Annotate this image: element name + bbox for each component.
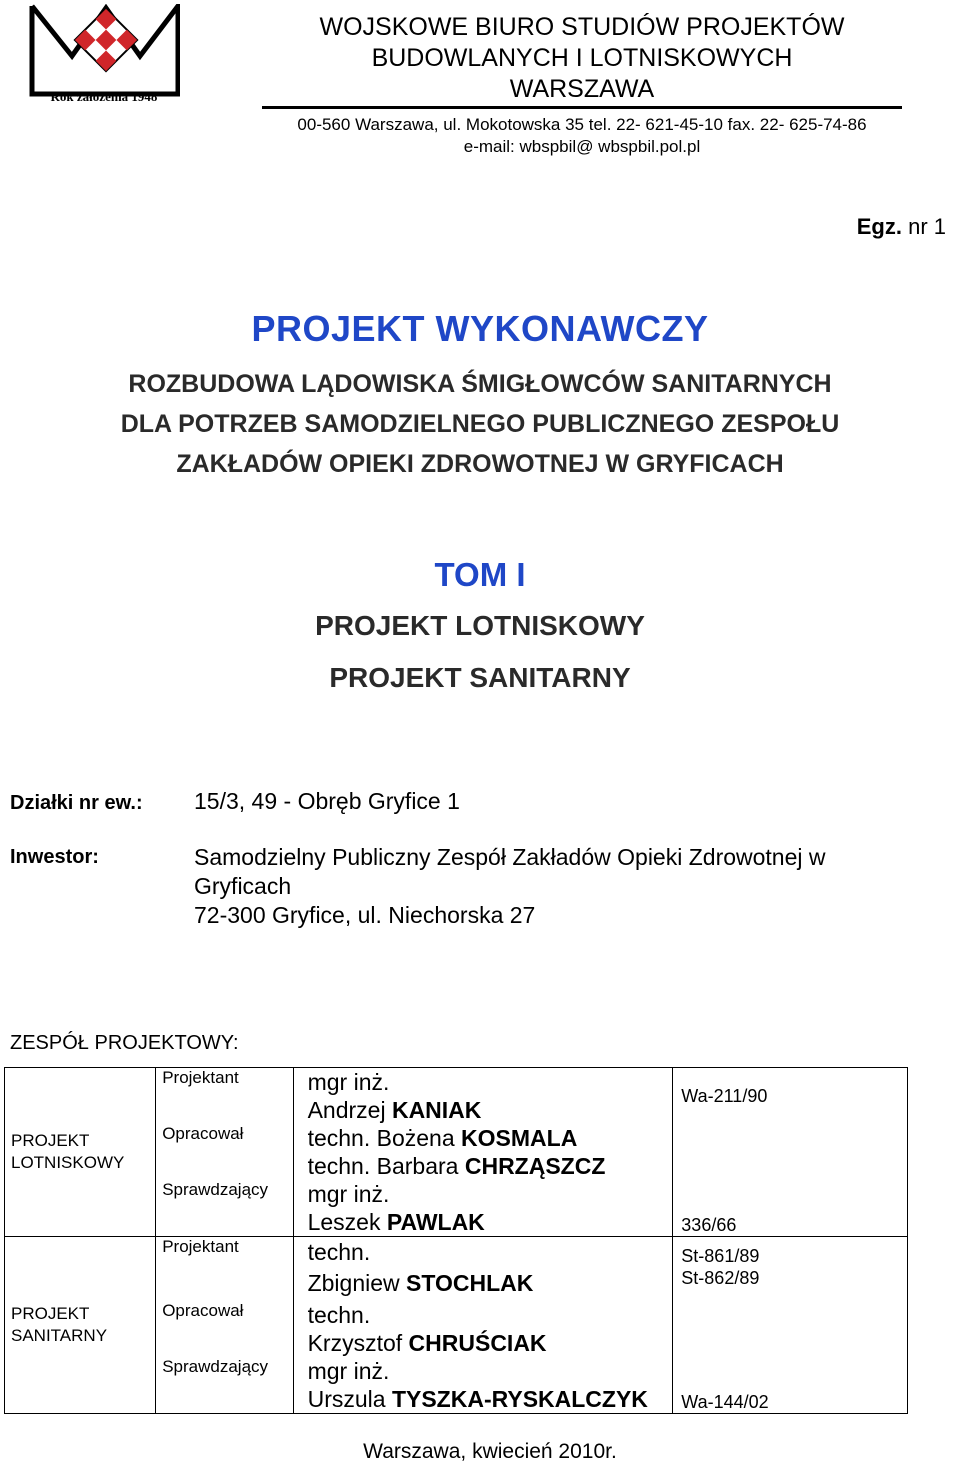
person-title: techn. — [307, 1153, 371, 1179]
licence-number: Wa-211/90 — [681, 1086, 768, 1106]
person-last-name: PAWLAK — [386, 1209, 485, 1235]
person-first-name: Zbigniew — [307, 1270, 400, 1296]
person-last-name: TYSZKA-RYSKALCZYK — [391, 1386, 648, 1412]
place-date: Warszawa, kwiecień 2010r. — [363, 1440, 617, 1463]
header-rule — [262, 106, 902, 109]
copy-number — [857, 214, 946, 240]
person-last-name: STOCHLAK — [406, 1270, 534, 1296]
person — [294, 1180, 673, 1236]
role-label: Projektant — [162, 1237, 239, 1256]
person-title: techn. — [307, 1302, 371, 1328]
person-last-name: KOSMALA — [461, 1125, 578, 1151]
plots-label: Działki nr ew.: — [10, 792, 143, 814]
team-title: ZESPÓŁ PROJEKTOWY: — [10, 1032, 239, 1054]
person-title: mgr inż. — [307, 1181, 390, 1207]
person-first-name: Krzysztof — [307, 1330, 403, 1356]
section-label — [5, 1237, 156, 1414]
person — [294, 1237, 673, 1301]
logo-caption: Rok założenia 1948 — [50, 89, 158, 104]
roles-cell — [156, 1068, 293, 1237]
section-label-line: SANITARNY — [11, 1326, 108, 1345]
persons-cell — [293, 1237, 673, 1414]
role-label: Projektant — [162, 1068, 239, 1087]
person — [294, 1357, 673, 1413]
team-table — [4, 1067, 908, 1414]
licence-number — [673, 1124, 907, 1180]
plots-value: 15/3, 49 - Obręb Gryfice 1 — [194, 788, 460, 814]
person-title: techn. — [307, 1125, 371, 1151]
licences-cell — [673, 1237, 908, 1414]
volume-part: PROJEKT SANITARNY — [329, 662, 631, 693]
persons-cell — [293, 1068, 673, 1237]
investor-line: Gryficach — [194, 873, 292, 899]
person-last-name: KANIAK — [391, 1097, 482, 1123]
subtitle-line: DLA POTRZEB SAMODZIELNEGO PUBLICZNEGO ZESPOŁU — [120, 410, 840, 438]
person-title: mgr inż. — [307, 1358, 390, 1384]
person — [294, 1301, 673, 1357]
licence-number: Wa-144/02 — [681, 1392, 769, 1412]
person-last-name: CHRZĄSZCZ — [464, 1153, 606, 1179]
document-title: PROJEKT WYKONAWCZY — [251, 308, 709, 349]
company-email: e-mail: wbspbil@ wbspbil.pol.pl — [463, 137, 701, 156]
volume-title: TOM I — [434, 556, 526, 593]
company-name-line: BUDOWLANYCH I LOTNISKOWYCH — [371, 44, 793, 72]
person — [294, 1124, 673, 1180]
role-label: Opracował — [162, 1124, 244, 1143]
person — [294, 1068, 673, 1124]
subtitle-line: ROZBUDOWA LĄDOWISKA ŚMIGŁOWCÓW SANITARNYCH — [128, 370, 832, 398]
person-first-name: Barbara — [376, 1153, 459, 1179]
person-last-name: CHRUŚCIAK — [408, 1330, 547, 1356]
licence-line: St-861/89 — [681, 1246, 760, 1266]
section-label — [5, 1068, 156, 1237]
investor-line: 72-300 Gryfice, ul. Niechorska 27 — [194, 902, 536, 928]
licence-number: 336/66 — [681, 1215, 737, 1235]
section-label-line: PROJEKT — [11, 1304, 90, 1323]
copy-label: Egz. — [856, 214, 902, 239]
volume-part: PROJEKT LOTNISKOWY — [315, 610, 645, 641]
subtitle-line: ZAKŁADÓW OPIEKI ZDROWOTNEJ W GRYFICACH — [176, 450, 784, 478]
copy-value: nr 1 — [908, 214, 946, 239]
person-title: techn. — [307, 1239, 371, 1265]
company-logo — [28, 4, 180, 104]
licence-number — [673, 1237, 907, 1301]
person-first-name: Andrzej — [307, 1097, 386, 1123]
person-first-name: Bożena — [376, 1125, 455, 1151]
company-address: 00-560 Warszawa, ul. Mokotowska 35 tel. 22- 621-45-10 fax. 22- 625-74-86 — [297, 115, 867, 134]
section-label-line: LOTNISKOWY — [11, 1153, 125, 1172]
section-label-line: PROJEKT — [11, 1131, 90, 1150]
role-label: Opracował — [162, 1301, 244, 1320]
company-contact — [262, 114, 902, 158]
person-first-name: Urszula — [307, 1386, 386, 1412]
company-name-line: WARSZAWA — [509, 75, 655, 103]
volume-parts — [0, 600, 960, 704]
licence-number — [673, 1301, 907, 1357]
role-label: Sprawdzający — [162, 1180, 269, 1199]
investor-value — [194, 843, 826, 930]
investor-line: Samodzielny Publiczny Zespół Zakładów Opieki Zdrowotnej w — [194, 844, 826, 870]
roles-cell — [156, 1237, 293, 1414]
licence-line: St-862/89 — [681, 1268, 760, 1288]
company-name-line: WOJSKOWE BIURO STUDIÓW PROJEKTÓW — [319, 13, 845, 41]
company-name — [262, 12, 902, 105]
licences-cell — [673, 1068, 908, 1237]
role-label: Sprawdzający — [162, 1357, 269, 1376]
person-title: mgr inż. — [307, 1069, 390, 1095]
investor-label: Inwestor: — [10, 846, 99, 868]
person-first-name: Leszek — [307, 1209, 381, 1235]
project-subtitle — [0, 364, 960, 484]
